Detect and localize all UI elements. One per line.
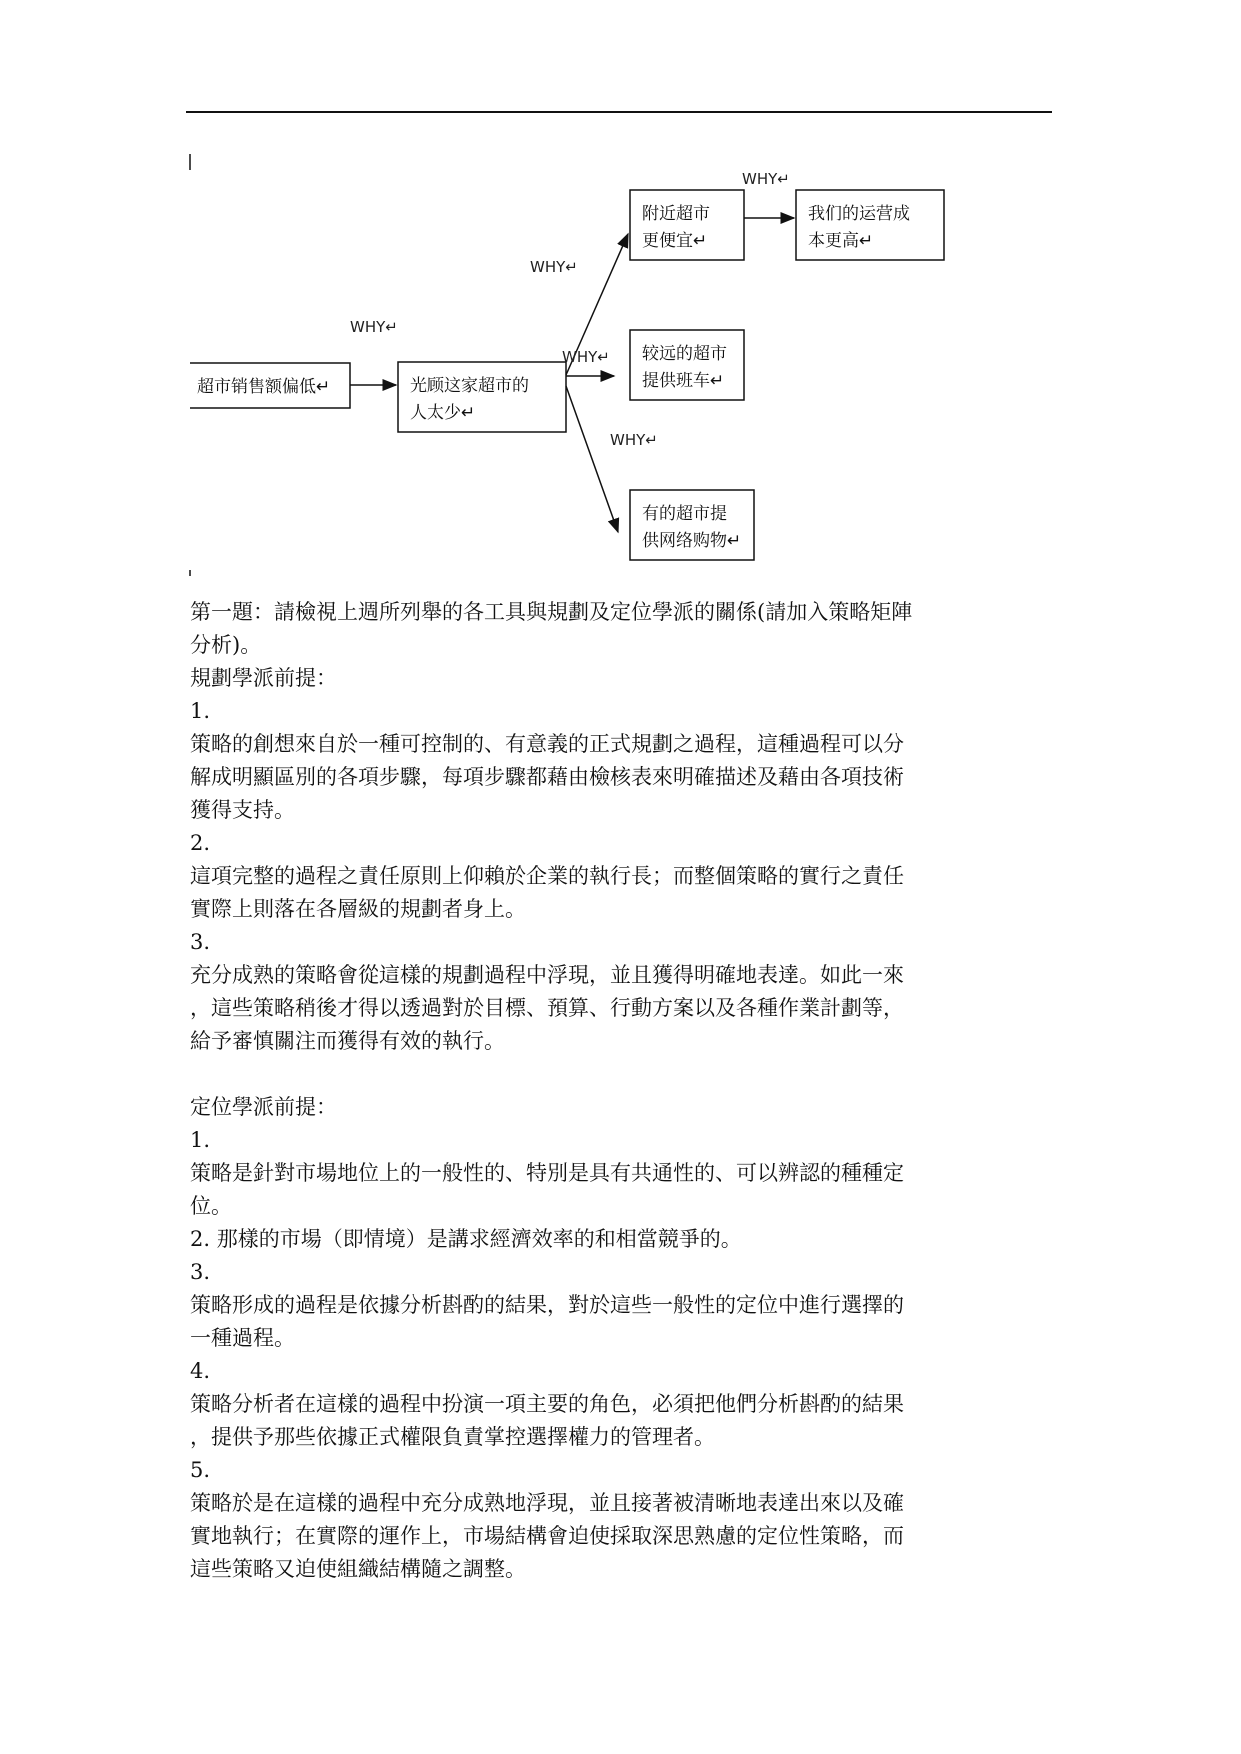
- why-tree-diagram: [150, 140, 970, 580]
- question-1-title: 第一題：請檢視上週所列舉的各工具與規劃及定位學派的關係(請加入策略矩陣: [190, 600, 913, 624]
- planning-item-2-line: 實際上則落在各層級的規劃者身上。: [190, 897, 526, 921]
- node-nearby-cheaper-line2: 更便宜↵: [642, 231, 708, 251]
- node-higher-cost-line2: 本更高↵: [808, 231, 874, 251]
- node-online-shopping-line2: 供网络购物↵: [642, 531, 742, 551]
- planning-item-1-line: 獲得支持。: [190, 798, 295, 822]
- node-shuttle-bus-line2: 提供班车↵: [642, 371, 725, 391]
- node-few-visitors-line1: 光顾这家超市的: [410, 376, 529, 396]
- header-rule: [186, 111, 1052, 113]
- positioning-school-heading: 定位學派前提：: [190, 1095, 337, 1119]
- node-sales-low-label: 超市销售额偏低↵: [197, 377, 331, 397]
- node-shuttle-bus-line1: 较远的超市: [642, 344, 727, 364]
- why-label-5: WHY↵: [610, 431, 658, 449]
- node-sales-low: [190, 363, 350, 408]
- planning-item-1-line: 策略的創想來自於一種可控制的、有意義的正式規劃之過程，這種過程可以分: [190, 732, 904, 756]
- node-shuttle-bus: [630, 330, 744, 400]
- positioning-item-5-line: 策略於是在這樣的過程中充分成熟地浮現，並且接著被清晰地表達出來以及確: [190, 1491, 904, 1515]
- positioning-item-3-number: 3.: [190, 1260, 211, 1284]
- planning-item-3-number: 3.: [190, 930, 211, 954]
- positioning-item-3-line: 一種過程。: [190, 1326, 295, 1350]
- why-label-1: WHY↵: [742, 170, 790, 188]
- node-higher-cost: [796, 190, 944, 260]
- node-few-visitors-line2: 人太少↵: [410, 403, 476, 423]
- positioning-item-4-line: 策略分析者在這樣的過程中扮演一項主要的角色，必須把他們分析斟酌的結果: [190, 1392, 904, 1416]
- planning-item-2-line: 這項完整的過程之責任原則上仰賴於企業的執行長；而整個策略的實行之責任: [190, 864, 904, 888]
- positioning-item-5-line: 這些策略又迫使組織結構隨之調整。: [190, 1557, 526, 1581]
- positioning-item-1-number: 1.: [190, 1128, 211, 1152]
- positioning-item-3-line: 策略形成的過程是依據分析斟酌的結果，對於這些一般性的定位中進行選擇的: [190, 1293, 904, 1317]
- node-few-visitors: [398, 362, 566, 432]
- planning-item-3-line: ，這些策略稍後才得以透過對於目標、預算、行動方案以及各種作業計劃等，: [190, 996, 904, 1020]
- positioning-item-1-line: 策略是針對市場地位上的一般性的、特別是具有共通性的、可以辨認的種種定: [190, 1161, 904, 1185]
- arrow-visitors-to-online: [566, 386, 618, 532]
- node-nearby-cheaper: [630, 190, 744, 260]
- node-online-shopping-line1: 有的超市提: [642, 504, 727, 524]
- planning-item-2-number: 2.: [190, 831, 211, 855]
- planning-school-heading: 規劃學派前提：: [190, 666, 337, 690]
- positioning-item-5-line: 實地執行；在實際的運作上，市場結構會迫使採取深思熟慮的定位性策略，而: [190, 1524, 904, 1548]
- why-label-4: WHY↵: [562, 348, 610, 366]
- planning-item-1-number: 1.: [190, 699, 211, 723]
- document-body: [190, 596, 1050, 1586]
- question-1-title-cont: 分析)。: [190, 633, 262, 657]
- node-nearby-cheaper-line1: 附近超市: [642, 204, 710, 224]
- planning-item-3-line: 給予審慎關注而獲得有效的執行。: [190, 1029, 505, 1053]
- node-online-shopping: [630, 490, 754, 560]
- planning-item-1-line: 解成明顯區別的各項步驟，每項步驟都藉由檢核表來明確描述及藉由各項技術: [190, 765, 904, 789]
- positioning-item-2: 2. 那樣的市場（即情境）是講求經濟效率的和相當競爭的。: [190, 1227, 742, 1251]
- positioning-item-5-number: 5.: [190, 1458, 211, 1482]
- paragraph-gap: [190, 1058, 1050, 1091]
- node-higher-cost-line1: 我们的运营成: [808, 204, 910, 224]
- positioning-item-4-line: ，提供予那些依據正式權限負責掌控選擇權力的管理者。: [190, 1425, 715, 1449]
- positioning-item-1-line: 位。: [190, 1194, 232, 1218]
- why-label-2: WHY↵: [530, 258, 578, 276]
- why-label-3: WHY↵: [350, 318, 398, 336]
- positioning-item-4-number: 4.: [190, 1359, 211, 1383]
- planning-item-3-line: 充分成熟的策略會從這樣的規劃過程中浮現，並且獲得明確地表達。如此一來: [190, 963, 904, 987]
